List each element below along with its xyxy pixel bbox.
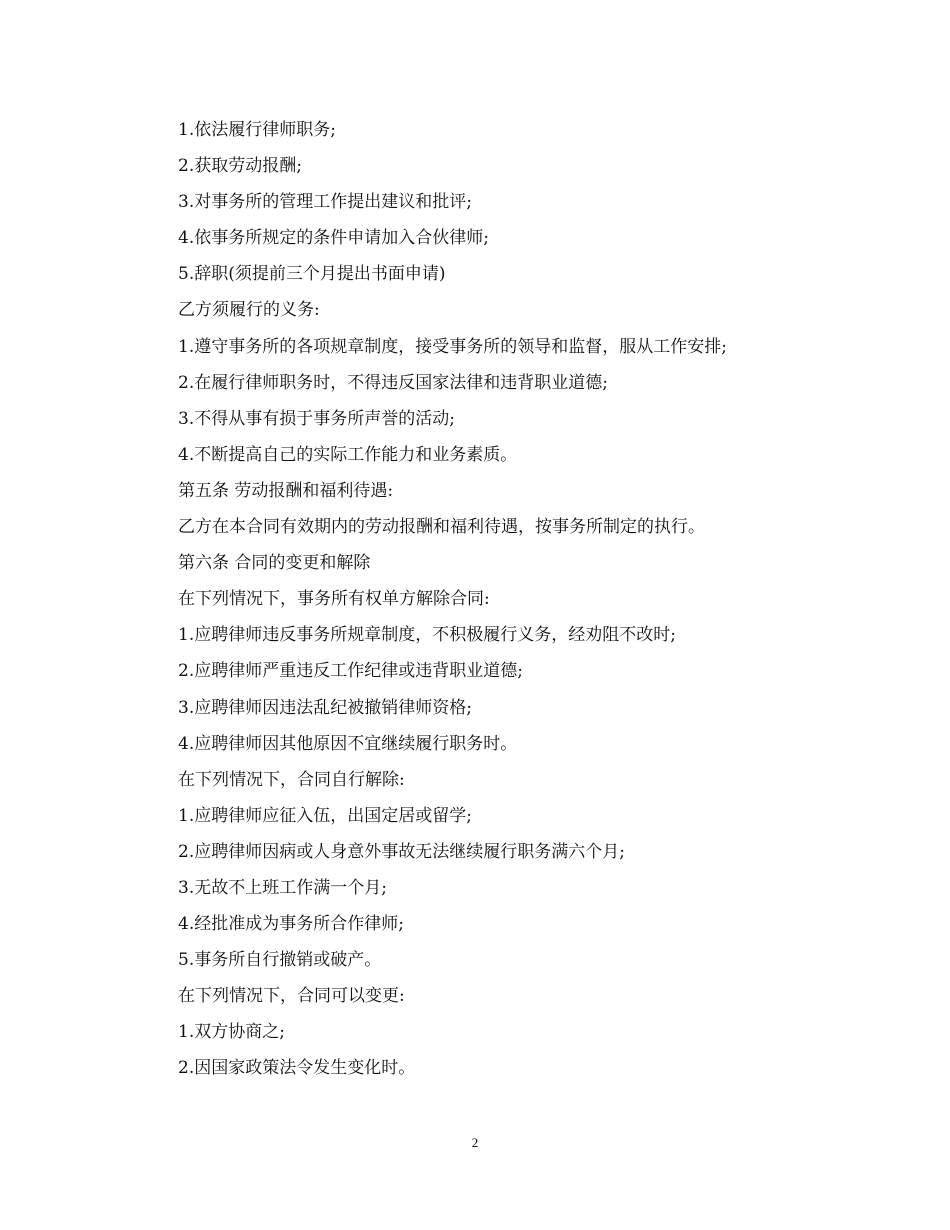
section-heading: 在下列情况下，合同自行解除: xyxy=(178,769,405,790)
article-heading: 第六条 合同的变更和解除 xyxy=(178,553,371,574)
list-item: 3.对事务所的管理工作提出建议和批评; xyxy=(178,192,472,213)
list-item: 1.遵守事务所的各项规章制度，接受事务所的领导和监督，服从工作安排; xyxy=(178,336,727,357)
list-item: 1.双方协商之; xyxy=(178,1022,285,1043)
section-heading: 在下列情况下，事务所有权单方解除合同: xyxy=(178,589,490,610)
paragraph: 乙方在本合同有效期内的劳动报酬和福利待遇，按事务所制定的执行。 xyxy=(178,517,705,538)
document-body xyxy=(178,116,818,1091)
list-item: 5.辞职(须提前三个月提出书面申请) xyxy=(178,264,446,285)
list-item: 1.依法履行律师职务; xyxy=(178,120,336,140)
list-item: 5.事务所自行撤销或破产。 xyxy=(178,950,382,971)
list-item: 1.应聘律师应征入伍，出国定居或留学; xyxy=(178,805,472,826)
list-item: 3.不得从事有损于事务所声誉的活动; xyxy=(178,408,455,429)
list-item: 4.不断提高自己的实际工作能力和业务素质。 xyxy=(178,444,518,465)
section-heading: 乙方须履行的义务: xyxy=(178,300,320,321)
list-item: 3.无故不上班工作满一个月; xyxy=(178,877,387,898)
page-number: 2 xyxy=(471,1135,479,1150)
section-heading: 在下列情况下，合同可以变更: xyxy=(178,986,405,1007)
list-item: 4.经批准成为事务所合作律师; xyxy=(178,914,404,935)
list-item: 2.因国家政策法令发生变化时。 xyxy=(178,1058,416,1079)
list-item: 4.依事务所规定的条件申请加入合伙律师; xyxy=(178,228,489,249)
list-item: 3.应聘律师因违法乱纪被撤销律师资格; xyxy=(178,697,472,718)
list-item: 2.应聘律师因病或人身意外事故无法继续履行职务满六个月; xyxy=(178,841,625,862)
list-item: 4.应聘律师因其他原因不宜继续履行职务时。 xyxy=(178,733,518,754)
article-heading: 第五条 劳动报酬和福利待遇: xyxy=(178,480,394,501)
list-item: 1.应聘律师违反事务所规章制度，不积极履行义务，经劝阻不改时; xyxy=(178,625,676,646)
list-item: 2.应聘律师严重违反工作纪律或违背职业道德; xyxy=(178,661,523,682)
list-item: 2.获取劳动报酬; xyxy=(178,156,302,177)
list-item: 2.在履行律师职务时，不得违反国家法律和违背职业道德; xyxy=(178,372,608,393)
